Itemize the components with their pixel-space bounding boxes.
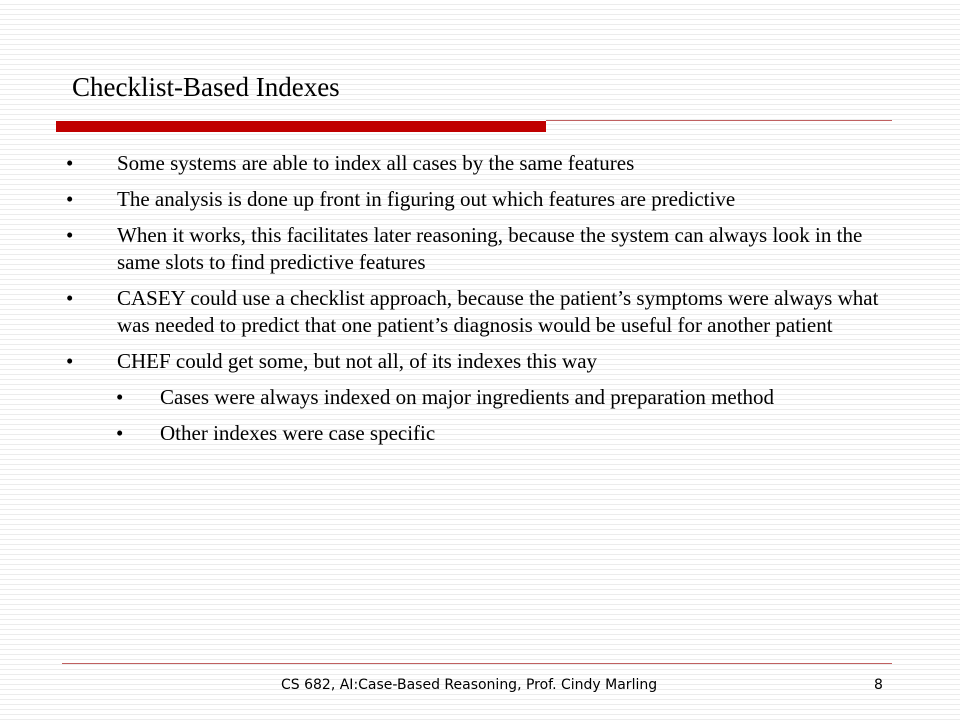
slide-number: 8 [874,677,883,693]
bullet-item [60,222,900,276]
title-rule [546,120,892,121]
sub-bullet-item [60,384,900,411]
footer-rule [62,663,892,664]
bullet-list [60,150,900,456]
bullet-text: Some systems are able to index all cases by the same features [117,151,635,175]
bullet-dot-icon: • [66,286,74,310]
title-accent-bar [56,121,546,132]
bullet-dot-icon: • [116,421,124,445]
bullet-text: Other indexes were case specific [160,421,436,445]
bullet-item [60,285,900,339]
bullet-dot-icon: • [66,151,74,175]
bullet-item [60,348,900,375]
bullet-dot-icon: • [66,349,74,373]
bullet-item [60,150,900,177]
bullet-dot-icon: • [116,385,124,409]
bullet-text: CASEY could use a checklist approach, because the patient’s symptoms were always what was needed to predict that one patient’s diagnosis would be useful for another patient [117,286,879,337]
sub-bullet-item [60,420,900,447]
bullet-text: When it works, this facilitates later reasoning, because the system can always look in the same slots to find predictive features [117,223,863,274]
bullet-text: CHEF could get some, but not all, of its indexes this way [117,349,598,373]
footer-text: CS 682, AI:Case-Based Reasoning, Prof. Cindy Marling [281,677,658,693]
bullet-item [60,186,900,213]
slide-title: Checklist-Based Indexes [72,72,340,102]
bullet-dot-icon: • [66,187,74,211]
bullet-text: The analysis is done up front in figuring out which features are predictive [117,187,736,211]
bullet-dot-icon: • [66,223,74,247]
bullet-text: Cases were always indexed on major ingredients and preparation method [160,385,775,409]
